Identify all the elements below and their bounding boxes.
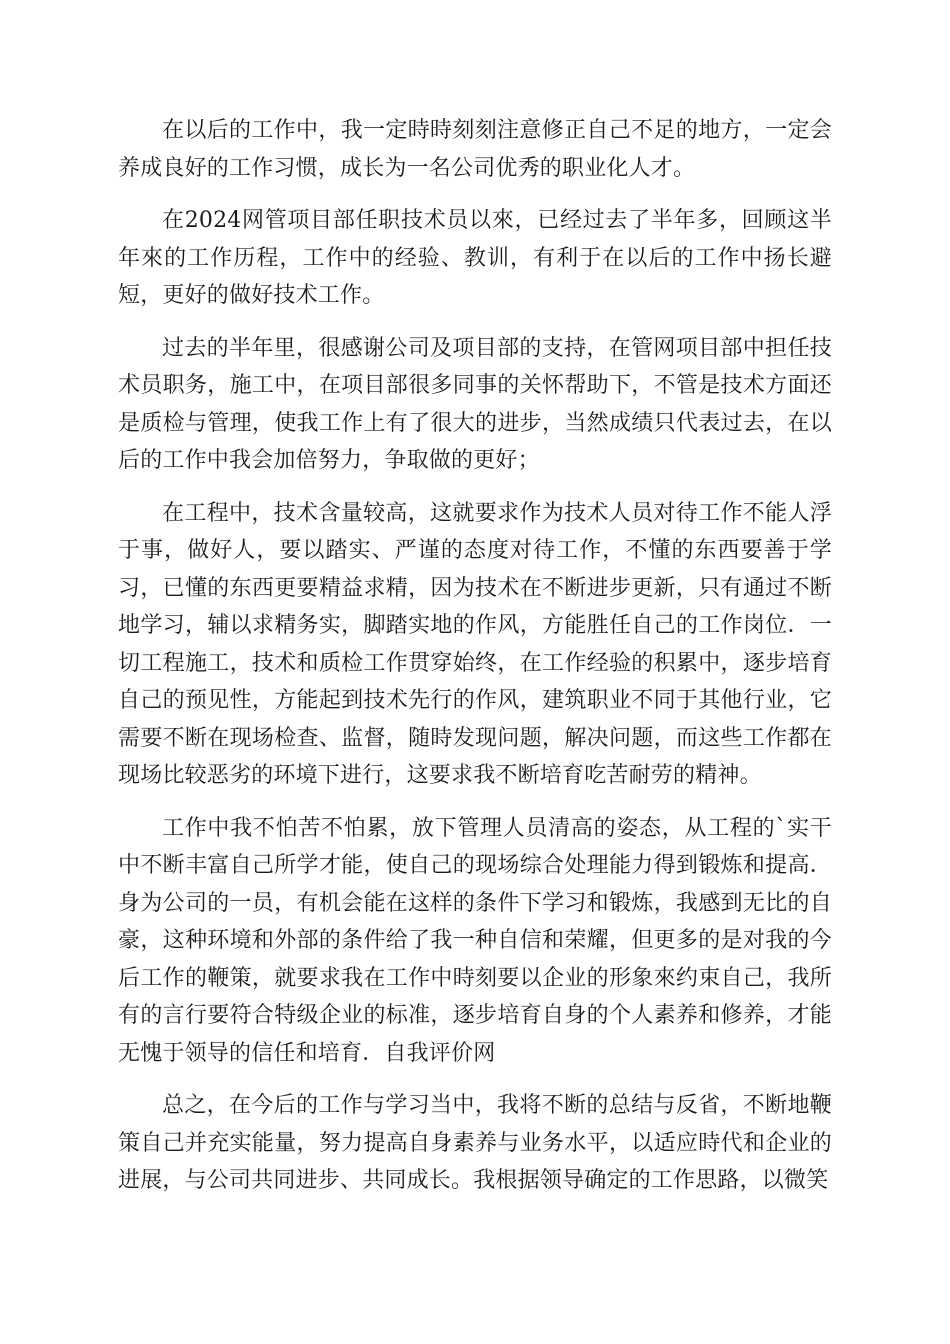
paragraph-6: 总之，在今后的工作与学习当中，我将不断的总结与反省，不断地鞭策自己并充实能量，努力提高自身素养与业务水平，以适应時代和企业的进展，与公司共同进步、共同成长。我根据领导确定的工作思路，以微笑 xyxy=(118,1093,832,1193)
paragraph-5: 工作中我不怕苦不怕累，放下管理人员清高的姿态，从工程的`实干中不断丰富自己所学才能，使自己的现场综合处理能力得到锻炼和提高．身为公司的一员，有机会能在这样的条件下学习和锻炼，我感到无比的自豪，这种环境和外部的条件给了我一种自信和荣耀，但更多的是对我的今后工作的鞭策，就要求我在工作中時刻要以企业的形象來约束自己，我所有的言行要符合特级企业的标准，逐步培育自身的个人素养和修养，才能无愧于领导的信任和培育．自我评价网 xyxy=(118,815,832,1066)
paragraph-1: 在以后的工作中，我一定時時刻刻注意修正自己不足的地方，一定会养成良好的工作习惯，成长为一名公司优秀的职业化人才。 xyxy=(118,118,832,181)
paragraph-3: 过去的半年里，很感谢公司及项目部的支持，在管网项目部中担任技术员职务，施工中，在项目部很多同事的关怀帮助下，不管是技术方面还是质检与管理，使我工作上有了很大的进步，当然成绩只代表过去，在以后的工作中我会加倍努力，争取做的更好； xyxy=(118,335,832,473)
paragraph-2: 在2024网管项目部任职技术员以來，已经过去了半年多，回顾这半年來的工作历程，工作中的经验、教训，有利于在以后的工作中扬长避短，更好的做好技术工作。 xyxy=(118,208,832,308)
document-body xyxy=(118,112,832,1215)
paragraph-4: 在工程中，技术含量较高，这就要求作为技术人员对待工作不能人浮于事，做好人，要以踏实、严谨的态度对待工作，不懂的东西要善于学习，已懂的东西更要精益求精，因为技术在不断进步更新，只有通过不断地学习，辅以求精务实，脚踏实地的作风，方能胜任自己的工作岗位．一切工程施工，技术和质检工作贯穿始终，在工作经验的积累中，逐步培育自己的预见性，方能起到技术先行的作风，建筑职业不同于其他行业，它需要不断在现场检查、监督，随時发现问题，解决问题，而这些工作都在现场比较恶劣的环境下进行，这要求我不断培育吃苦耐劳的精神。 xyxy=(118,500,832,788)
